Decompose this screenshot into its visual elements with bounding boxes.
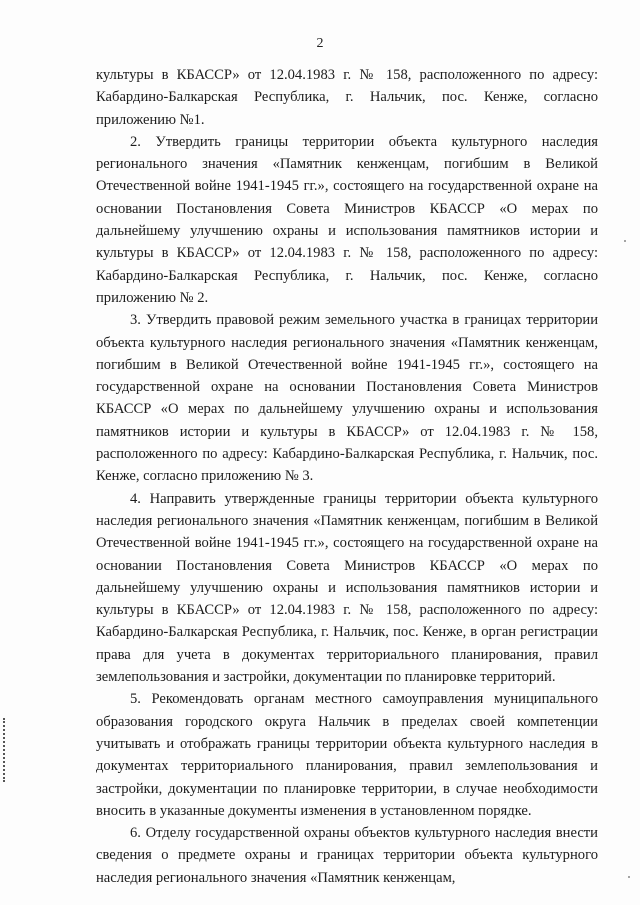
scan-speck [624,240,626,242]
paragraph-item-3: 3. Утвердить правовой режим земельного участка в границах территории объекта культурного наследия регионального значения «Памятник кенженцам, погибшим в Великой Отечественной войне 1941-1945 гг.», состоящего на государственной охране на основании Постановления Совета Министров КБАССР «О мерах по дальнейшему улучшению охраны и использования памятников истории и культуры в КБАССР» от 12.04.1983 г. № 158, расположенного по адресу: Кабардино-Балкарская Республика, г. Нальчик, пос. Кенже, согласно приложению № 3. [96,312,598,485]
paragraph-item-6: 6. Отделу государственной охраны объектов культурного наследия внести сведения о предмете охраны и границах территории объекта культурного наследия регионального значения «Памятник кенженцам, [96,825,598,886]
page-number: 2 [316,36,324,51]
paragraph-continuation: культуры в КБАССР» от 12.04.1983 г. № 158, расположенного по адресу: Кабардино-Балкарская Республика, г. Нальчик, пос. Кенже, согласно приложению №1. [96,67,598,128]
paragraph-item-2: 2. Утвердить границы территории объекта культурного наследия регионального значения «Памятник кенженцам, погибшим в Великой Отечественной войне 1941-1945 гг.», состоящего на государственной охране на основании Постановления Совета Министров КБАССР «О мерах по дальнейшему улучшению охраны и использования памятников истории и культуры в КБАССР» от 12.04.1983 г. № 158, расположенного по адресу: Кабардино-Балкарская Республика, г. Нальчик, пос. Кенже, согласно приложению № 2. [96,133,598,306]
scan-speck [628,876,630,878]
paragraph-item-5: 5. Рекомендовать органам местного самоуправления муниципального образования городского округа Нальчик в пределах своей компетенции учитывать и отображать границы территории объекта культурного наследия в документах территориального планирования, правил землепользования и застройки, документации по планировке территории, в случае необходимости вносить в указанные документы изменения в установленном порядке. [96,691,598,819]
document-body [96,64,598,889]
paragraph-item-4: 4. Направить утвержденные границы территории объекта культурного наследия регионального значения «Памятник кенженцам, погибшим в Великой Отечественной войне 1941-1945 гг.», состоящего на государственной охране на основании Постановления Совета Министров КБАССР «О мерах по дальнейшему улучшению охраны и использования памятников истории и культуры в КБАССР» от 12.04.1983 г. № 158, расположенного по адресу: Кабардино-Балкарская Республика, г. Нальчик, пос. Кенже, в орган регистрации права для учета в документах территориального планирования, правил землепользования и застройки, документации по планировке территорий. [96,490,598,686]
scan-margin-mark [3,718,8,782]
